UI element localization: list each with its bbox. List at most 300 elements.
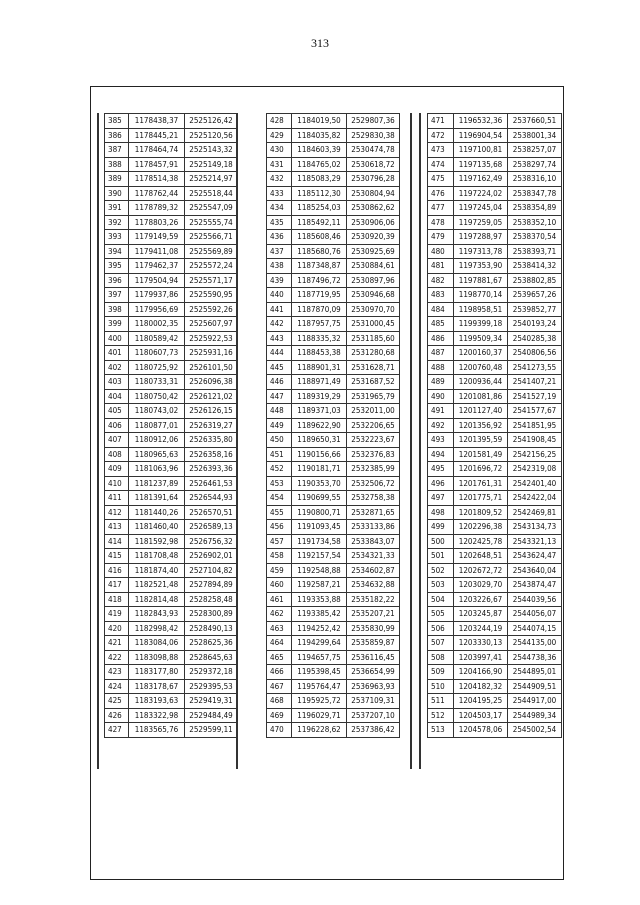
y-coordinate: 2532871,65 [347, 505, 400, 520]
x-coordinate: 1197881,67 [454, 273, 508, 288]
point-number: 420 [105, 621, 129, 636]
y-coordinate: 2530925,69 [347, 244, 400, 259]
point-number: 448 [267, 404, 292, 419]
y-coordinate: 2530796,28 [347, 172, 400, 187]
x-coordinate: 1194252,42 [292, 621, 347, 636]
y-coordinate: 2532385,99 [347, 462, 400, 477]
point-number: 461 [267, 592, 292, 607]
point-number: 417 [105, 578, 129, 593]
table-row [267, 360, 400, 375]
y-coordinate: 2541851,95 [508, 418, 562, 433]
y-coordinate: 2541577,67 [508, 404, 562, 419]
table-row [428, 636, 562, 651]
point-number: 463 [267, 621, 292, 636]
table-row [267, 114, 400, 129]
table-row [105, 636, 238, 651]
point-number: 425 [105, 694, 129, 709]
x-coordinate: 1192157,54 [292, 549, 347, 564]
y-coordinate: 2542422,04 [508, 491, 562, 506]
x-coordinate: 1181460,40 [129, 520, 185, 535]
table-row [428, 549, 562, 564]
point-number: 403 [105, 375, 129, 390]
point-number: 511 [428, 694, 454, 709]
y-coordinate: 2535182,22 [347, 592, 400, 607]
point-number: 472 [428, 128, 454, 143]
x-coordinate: 1184765,02 [292, 157, 347, 172]
point-number: 452 [267, 462, 292, 477]
y-coordinate: 2535830,99 [347, 621, 400, 636]
x-coordinate: 1178464,74 [129, 143, 185, 158]
table-row [428, 563, 562, 578]
y-coordinate: 2525572,24 [185, 259, 238, 274]
point-number: 473 [428, 143, 454, 158]
y-coordinate: 2536654,99 [347, 665, 400, 680]
y-coordinate: 2526335,80 [185, 433, 238, 448]
point-number: 487 [428, 346, 454, 361]
table-row [428, 607, 562, 622]
table-row [428, 621, 562, 636]
y-coordinate: 2525143,32 [185, 143, 238, 158]
point-number: 486 [428, 331, 454, 346]
point-number: 399 [105, 317, 129, 332]
y-coordinate: 2527894,89 [185, 578, 238, 593]
x-coordinate: 1201395,59 [454, 433, 508, 448]
point-number: 471 [428, 114, 454, 129]
table-row [105, 549, 238, 564]
y-coordinate: 2539852,77 [508, 302, 562, 317]
table-row [267, 273, 400, 288]
table-row [267, 563, 400, 578]
x-coordinate: 1203244,19 [454, 621, 508, 636]
y-coordinate: 2528490,13 [185, 621, 238, 636]
point-number: 497 [428, 491, 454, 506]
x-coordinate: 1178438,37 [129, 114, 185, 129]
point-number: 505 [428, 607, 454, 622]
point-number: 414 [105, 534, 129, 549]
point-number: 446 [267, 375, 292, 390]
point-number: 426 [105, 708, 129, 723]
x-coordinate: 1201809,52 [454, 505, 508, 520]
y-coordinate: 2533843,07 [347, 534, 400, 549]
table-row [267, 679, 400, 694]
table-row [267, 665, 400, 680]
point-number: 496 [428, 476, 454, 491]
table-row [267, 549, 400, 564]
x-coordinate: 1204578,06 [454, 723, 508, 738]
table-row [428, 505, 562, 520]
table-row [105, 433, 238, 448]
point-number: 479 [428, 230, 454, 245]
y-coordinate: 2529372,18 [185, 665, 238, 680]
y-coordinate: 2531000,45 [347, 317, 400, 332]
y-coordinate: 2530920,39 [347, 230, 400, 245]
x-coordinate: 1185254,03 [292, 201, 347, 216]
table-row [105, 288, 238, 303]
table-row [105, 273, 238, 288]
point-number: 396 [105, 273, 129, 288]
point-number: 454 [267, 491, 292, 506]
point-number: 491 [428, 404, 454, 419]
point-number: 468 [267, 694, 292, 709]
table-row [105, 259, 238, 274]
y-coordinate: 2530862,62 [347, 201, 400, 216]
y-coordinate: 2545002,54 [508, 723, 562, 738]
y-coordinate: 2529395,53 [185, 679, 238, 694]
point-number: 476 [428, 186, 454, 201]
point-number: 418 [105, 592, 129, 607]
point-number: 500 [428, 534, 454, 549]
point-number: 406 [105, 418, 129, 433]
x-coordinate: 1201775,71 [454, 491, 508, 506]
y-coordinate: 2542156,25 [508, 447, 562, 462]
x-coordinate: 1185083,29 [292, 172, 347, 187]
point-number: 436 [267, 230, 292, 245]
point-number: 405 [105, 404, 129, 419]
y-coordinate: 2542319,08 [508, 462, 562, 477]
x-coordinate: 1199509,34 [454, 331, 508, 346]
point-number: 508 [428, 650, 454, 665]
y-coordinate: 2538347,78 [508, 186, 562, 201]
table-row [267, 621, 400, 636]
y-coordinate: 2538393,71 [508, 244, 562, 259]
y-coordinate: 2535859,87 [347, 636, 400, 651]
table-row [267, 389, 400, 404]
x-coordinate: 1183322,98 [129, 708, 185, 723]
y-coordinate: 2529484,49 [185, 708, 238, 723]
coordinates-table-1 [104, 113, 238, 738]
table-row [428, 244, 562, 259]
y-coordinate: 2535207,21 [347, 607, 400, 622]
x-coordinate: 1204182,32 [454, 679, 508, 694]
table-row [267, 476, 400, 491]
y-coordinate: 2533133,86 [347, 520, 400, 535]
table-row [267, 592, 400, 607]
x-coordinate: 1179504,94 [129, 273, 185, 288]
x-coordinate: 1192587,21 [292, 578, 347, 593]
table-row [428, 491, 562, 506]
x-coordinate: 1181708,48 [129, 549, 185, 564]
y-coordinate: 2528645,63 [185, 650, 238, 665]
x-coordinate: 1188453,38 [292, 346, 347, 361]
y-coordinate: 2525149,18 [185, 157, 238, 172]
x-coordinate: 1184035,82 [292, 128, 347, 143]
point-number: 466 [267, 665, 292, 680]
point-number: 408 [105, 447, 129, 462]
point-number: 413 [105, 520, 129, 535]
y-coordinate: 2526358,16 [185, 447, 238, 462]
y-coordinate: 2544909,51 [508, 679, 562, 694]
y-coordinate: 2542469,81 [508, 505, 562, 520]
table-row [267, 128, 400, 143]
y-coordinate: 2544738,36 [508, 650, 562, 665]
y-coordinate: 2528625,36 [185, 636, 238, 651]
x-coordinate: 1201127,40 [454, 404, 508, 419]
y-coordinate: 2531628,71 [347, 360, 400, 375]
column-edge-right [419, 113, 421, 769]
table-row [105, 650, 238, 665]
point-number: 477 [428, 201, 454, 216]
y-coordinate: 2544039,56 [508, 592, 562, 607]
point-number: 478 [428, 215, 454, 230]
x-coordinate: 1196228,62 [292, 723, 347, 738]
x-coordinate: 1201081,86 [454, 389, 508, 404]
table-row [267, 694, 400, 709]
y-coordinate: 2538257,07 [508, 143, 562, 158]
y-coordinate: 2543321,13 [508, 534, 562, 549]
x-coordinate: 1188971,49 [292, 375, 347, 390]
x-coordinate: 1178803,26 [129, 215, 185, 230]
point-number: 415 [105, 549, 129, 564]
x-coordinate: 1190181,71 [292, 462, 347, 477]
y-coordinate: 2530897,96 [347, 273, 400, 288]
x-coordinate: 1201761,31 [454, 476, 508, 491]
table-row [267, 172, 400, 187]
y-coordinate: 2532376,83 [347, 447, 400, 462]
x-coordinate: 1179956,69 [129, 302, 185, 317]
point-number: 492 [428, 418, 454, 433]
point-number: 428 [267, 114, 292, 129]
y-coordinate: 2536116,45 [347, 650, 400, 665]
table-row [428, 230, 562, 245]
table-row [105, 302, 238, 317]
y-coordinate: 2526570,51 [185, 505, 238, 520]
point-number: 455 [267, 505, 292, 520]
table-row [428, 360, 562, 375]
x-coordinate: 1187719,95 [292, 288, 347, 303]
point-number: 507 [428, 636, 454, 651]
x-coordinate: 1197288,97 [454, 230, 508, 245]
y-coordinate: 2532206,65 [347, 418, 400, 433]
x-coordinate: 1188335,32 [292, 331, 347, 346]
table-row [428, 302, 562, 317]
table-row [267, 418, 400, 433]
table-row [267, 317, 400, 332]
point-number: 439 [267, 273, 292, 288]
y-coordinate: 2544989,34 [508, 708, 562, 723]
x-coordinate: 1189371,03 [292, 404, 347, 419]
y-coordinate: 2526589,13 [185, 520, 238, 535]
table-row [105, 708, 238, 723]
y-coordinate: 2529599,11 [185, 723, 238, 738]
x-coordinate: 1181874,40 [129, 563, 185, 578]
point-number: 435 [267, 215, 292, 230]
page-number: 313 [311, 36, 329, 50]
table-row [105, 157, 238, 172]
y-coordinate: 2531185,60 [347, 331, 400, 346]
table-row [428, 128, 562, 143]
x-coordinate: 1191093,45 [292, 520, 347, 535]
y-coordinate: 2540193,24 [508, 317, 562, 332]
y-coordinate: 2543134,73 [508, 520, 562, 535]
y-coordinate: 2526126,15 [185, 404, 238, 419]
y-coordinate: 2544056,07 [508, 607, 562, 622]
x-coordinate: 1195398,45 [292, 665, 347, 680]
table-row [428, 157, 562, 172]
point-number: 386 [105, 128, 129, 143]
x-coordinate: 1180733,31 [129, 375, 185, 390]
point-number: 509 [428, 665, 454, 680]
table-row [105, 534, 238, 549]
y-coordinate: 2540806,56 [508, 346, 562, 361]
table-row [428, 534, 562, 549]
point-number: 438 [267, 259, 292, 274]
table-row [267, 244, 400, 259]
table-row [428, 694, 562, 709]
point-number: 457 [267, 534, 292, 549]
table-row [267, 607, 400, 622]
x-coordinate: 1197135,68 [454, 157, 508, 172]
table-row [267, 462, 400, 477]
table-row [105, 404, 238, 419]
table-row [267, 650, 400, 665]
y-coordinate: 2530946,68 [347, 288, 400, 303]
y-coordinate: 2538352,10 [508, 215, 562, 230]
point-number: 504 [428, 592, 454, 607]
y-coordinate: 2534321,33 [347, 549, 400, 564]
x-coordinate: 1179462,37 [129, 259, 185, 274]
table-row [428, 259, 562, 274]
x-coordinate: 1190156,66 [292, 447, 347, 462]
x-coordinate: 1190800,71 [292, 505, 347, 520]
point-number: 431 [267, 157, 292, 172]
table-row [428, 375, 562, 390]
x-coordinate: 1182521,48 [129, 578, 185, 593]
x-coordinate: 1196029,71 [292, 708, 347, 723]
x-coordinate: 1181391,64 [129, 491, 185, 506]
point-number: 459 [267, 563, 292, 578]
y-coordinate: 2525214,97 [185, 172, 238, 187]
point-number: 449 [267, 418, 292, 433]
x-coordinate: 1196532,36 [454, 114, 508, 129]
table-row [428, 650, 562, 665]
y-coordinate: 2541407,21 [508, 375, 562, 390]
x-coordinate: 1189319,29 [292, 389, 347, 404]
x-coordinate: 1197245,04 [454, 201, 508, 216]
y-coordinate: 2544895,01 [508, 665, 562, 680]
table-row [267, 723, 400, 738]
x-coordinate: 1183193,63 [129, 694, 185, 709]
y-coordinate: 2526121,02 [185, 389, 238, 404]
table-row [105, 375, 238, 390]
x-coordinate: 1180725,92 [129, 360, 185, 375]
x-coordinate: 1201581,49 [454, 447, 508, 462]
y-coordinate: 2532223,67 [347, 433, 400, 448]
x-coordinate: 1199399,18 [454, 317, 508, 332]
table-row [428, 578, 562, 593]
x-coordinate: 1183098,88 [129, 650, 185, 665]
y-coordinate: 2542401,40 [508, 476, 562, 491]
x-coordinate: 1183177,80 [129, 665, 185, 680]
column-edge-left [410, 113, 412, 769]
table-row [428, 186, 562, 201]
x-coordinate: 1201696,72 [454, 462, 508, 477]
point-number: 392 [105, 215, 129, 230]
point-number: 475 [428, 172, 454, 187]
y-coordinate: 2526902,01 [185, 549, 238, 564]
table-row [105, 462, 238, 477]
y-coordinate: 2544074,15 [508, 621, 562, 636]
y-coordinate: 2525569,89 [185, 244, 238, 259]
table-row [105, 447, 238, 462]
x-coordinate: 1187348,87 [292, 259, 347, 274]
table-row [105, 476, 238, 491]
x-coordinate: 1202648,51 [454, 549, 508, 564]
y-coordinate: 2543874,47 [508, 578, 562, 593]
table-row [267, 505, 400, 520]
point-number: 443 [267, 331, 292, 346]
point-number: 390 [105, 186, 129, 201]
point-number: 389 [105, 172, 129, 187]
y-coordinate: 2527104,82 [185, 563, 238, 578]
point-number: 401 [105, 346, 129, 361]
x-coordinate: 1197224,02 [454, 186, 508, 201]
point-number: 433 [267, 186, 292, 201]
x-coordinate: 1181440,26 [129, 505, 185, 520]
table-row [105, 592, 238, 607]
y-coordinate: 2536963,93 [347, 679, 400, 694]
x-coordinate: 1204503,17 [454, 708, 508, 723]
y-coordinate: 2525120,56 [185, 128, 238, 143]
coordinates-table-2 [266, 113, 400, 738]
y-coordinate: 2530970,70 [347, 302, 400, 317]
table-row [428, 447, 562, 462]
point-number: 494 [428, 447, 454, 462]
point-number: 490 [428, 389, 454, 404]
table-row [267, 404, 400, 419]
x-coordinate: 1197162,49 [454, 172, 508, 187]
point-number: 513 [428, 723, 454, 738]
point-number: 453 [267, 476, 292, 491]
y-coordinate: 2532758,38 [347, 491, 400, 506]
point-number: 388 [105, 157, 129, 172]
column-edge-left [97, 113, 99, 769]
table-row [105, 607, 238, 622]
y-coordinate: 2540285,38 [508, 331, 562, 346]
y-coordinate: 2538370,54 [508, 230, 562, 245]
y-coordinate: 2537207,10 [347, 708, 400, 723]
point-number: 423 [105, 665, 129, 680]
table-row [267, 534, 400, 549]
table-row [105, 317, 238, 332]
x-coordinate: 1198770,14 [454, 288, 508, 303]
y-coordinate: 2525555,74 [185, 215, 238, 230]
y-coordinate: 2537386,42 [347, 723, 400, 738]
table-row [428, 462, 562, 477]
table-row [267, 491, 400, 506]
x-coordinate: 1188901,31 [292, 360, 347, 375]
point-number: 416 [105, 563, 129, 578]
table-row [428, 389, 562, 404]
x-coordinate: 1187870,09 [292, 302, 347, 317]
y-coordinate: 2526101,50 [185, 360, 238, 375]
point-number: 489 [428, 375, 454, 390]
point-number: 483 [428, 288, 454, 303]
y-coordinate: 2530618,72 [347, 157, 400, 172]
point-number: 445 [267, 360, 292, 375]
table-row [105, 621, 238, 636]
x-coordinate: 1183178,67 [129, 679, 185, 694]
point-number: 493 [428, 433, 454, 448]
x-coordinate: 1185492,11 [292, 215, 347, 230]
y-coordinate: 2530906,06 [347, 215, 400, 230]
x-coordinate: 1202425,78 [454, 534, 508, 549]
x-coordinate: 1201356,92 [454, 418, 508, 433]
point-number: 460 [267, 578, 292, 593]
x-coordinate: 1193385,42 [292, 607, 347, 622]
point-number: 467 [267, 679, 292, 694]
y-coordinate: 2531687,52 [347, 375, 400, 390]
x-coordinate: 1195925,72 [292, 694, 347, 709]
